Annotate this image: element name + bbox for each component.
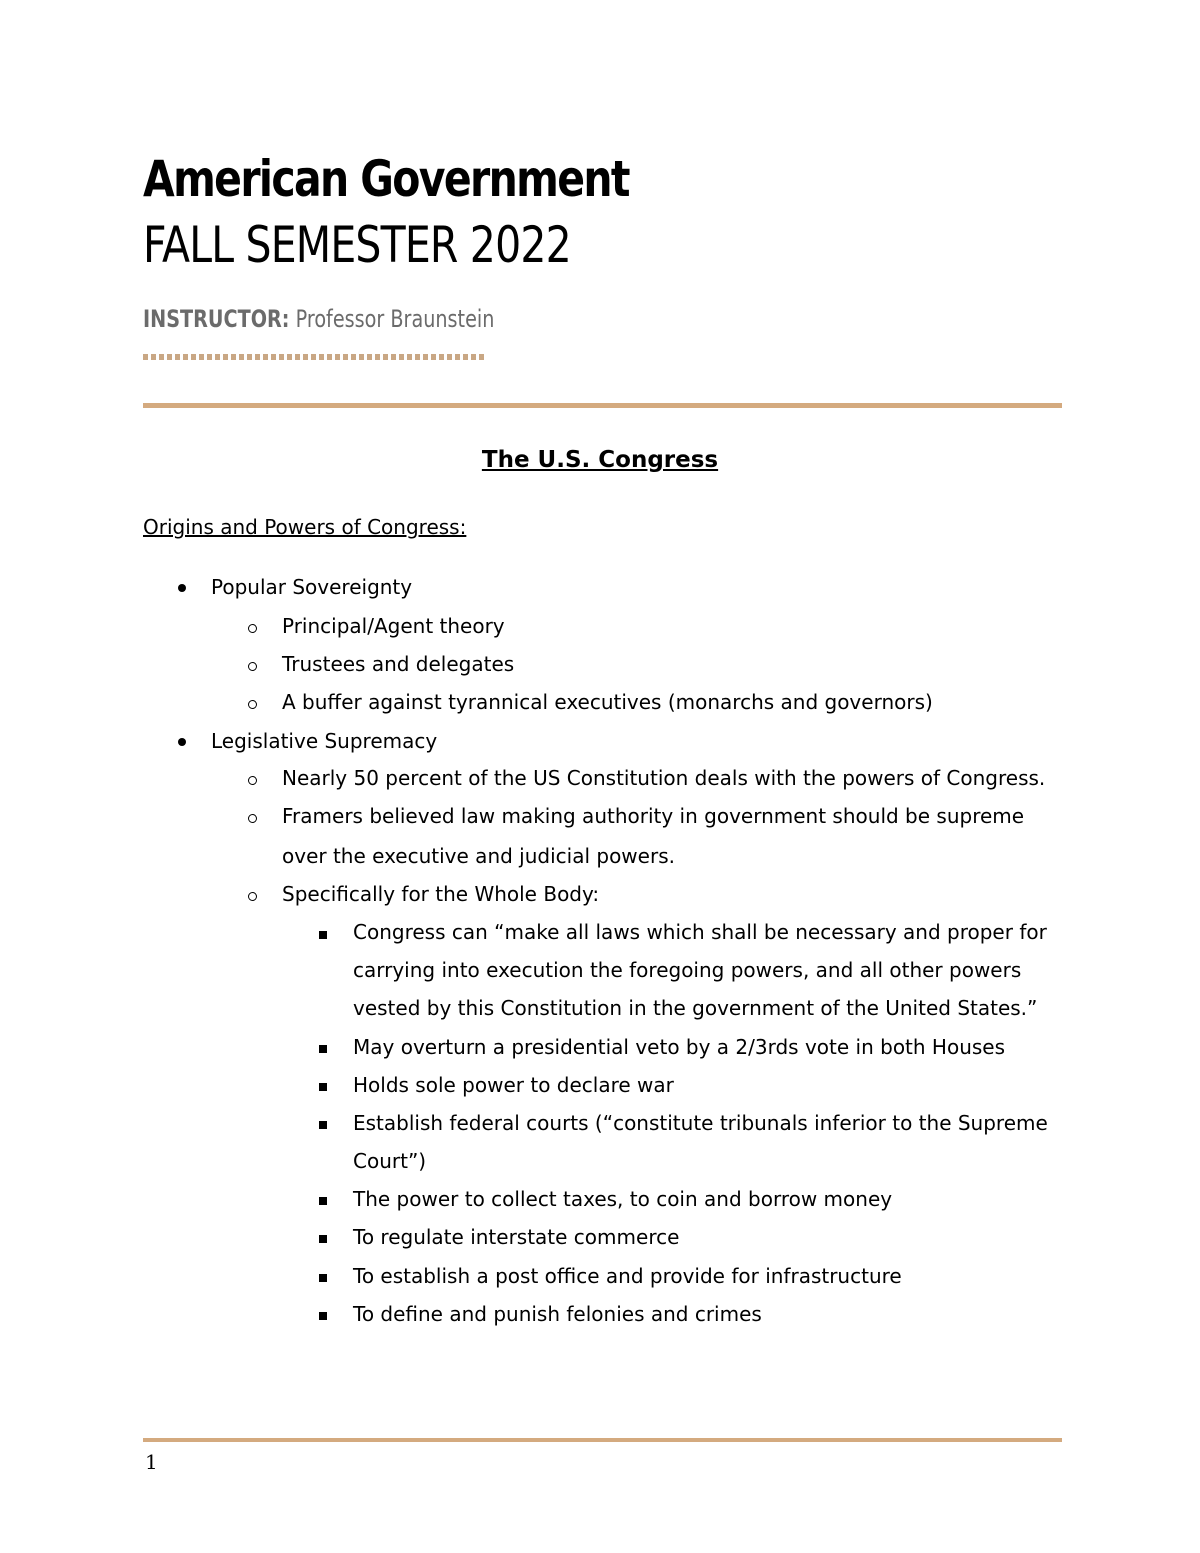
list-item: Framers believed law making authority in government should be supreme [282, 804, 1025, 828]
bullet-circle-icon [248, 776, 257, 785]
bullet-circle-icon [248, 662, 257, 671]
bullet-circle-icon [248, 624, 257, 633]
bullet-square-icon [319, 1045, 327, 1053]
bullet-square-icon [319, 1083, 327, 1091]
bullet-circle-icon [248, 700, 257, 709]
bullet-square-icon [319, 1312, 327, 1320]
list-item-continuation: over the executive and judicial powers. [282, 844, 675, 868]
footer-rule [143, 1438, 1062, 1442]
list-item: Nearly 50 percent of the US Constitution deals with the powers of Congress. [282, 766, 1046, 790]
list-item: Establish federal courts (“constitute tribunals inferior to the Supreme [353, 1111, 1048, 1135]
instructor-label: INSTRUCTOR: [143, 305, 290, 333]
header-rule [143, 403, 1062, 408]
semester-title: FALL SEMESTER 2022 [143, 216, 571, 274]
bullet-square-icon [319, 931, 327, 939]
list-item-continuation: Court”) [353, 1149, 427, 1173]
list-item: Holds sole power to declare war [353, 1073, 674, 1097]
list-item: A buffer against tyrannical executives (monarchs and governors) [282, 690, 933, 714]
bullet-circle-icon [248, 892, 257, 901]
list-item: Legislative Supremacy [211, 729, 438, 753]
list-item: To define and punish felonies and crimes [353, 1302, 762, 1326]
page-number: 1 [145, 1450, 158, 1474]
list-item: The power to collect taxes, to coin and borrow money [353, 1187, 893, 1211]
section-title: The U.S. Congress [481, 447, 719, 473]
bullet-circle-icon [248, 814, 257, 823]
list-item: Specifically for the Whole Body: [282, 882, 600, 906]
bullet-square-icon [319, 1235, 327, 1243]
list-item-continuation: carrying into execution the foregoing powers, and all other powers [353, 958, 1022, 982]
bullet-square-icon [319, 1274, 327, 1282]
list-item: Principal/Agent theory [282, 614, 505, 638]
list-item: Popular Sovereignty [211, 575, 413, 599]
bullet-dot-icon [178, 738, 186, 746]
list-item: To establish a post office and provide for infrastructure [353, 1264, 902, 1288]
section-subhead: Origins and Powers of Congress: [143, 515, 467, 539]
list-item: Trustees and delegates [282, 652, 515, 676]
decorative-divider [143, 354, 485, 360]
bullet-dot-icon [178, 584, 186, 592]
instructor-line [143, 305, 494, 333]
list-item: Congress can “make all laws which shall be necessary and proper for [353, 920, 1047, 944]
list-item: To regulate interstate commerce [353, 1225, 680, 1249]
bullet-square-icon [319, 1197, 327, 1205]
instructor-name: Professor Braunstein [295, 305, 495, 333]
list-item: May overturn a presidential veto by a 2/3rds vote in both Houses [353, 1035, 1006, 1059]
bullet-square-icon [319, 1121, 327, 1129]
list-item-continuation: vested by this Constitution in the government of the United States.” [353, 996, 1038, 1020]
document-header [143, 146, 629, 278]
course-title: American Government [143, 150, 629, 208]
